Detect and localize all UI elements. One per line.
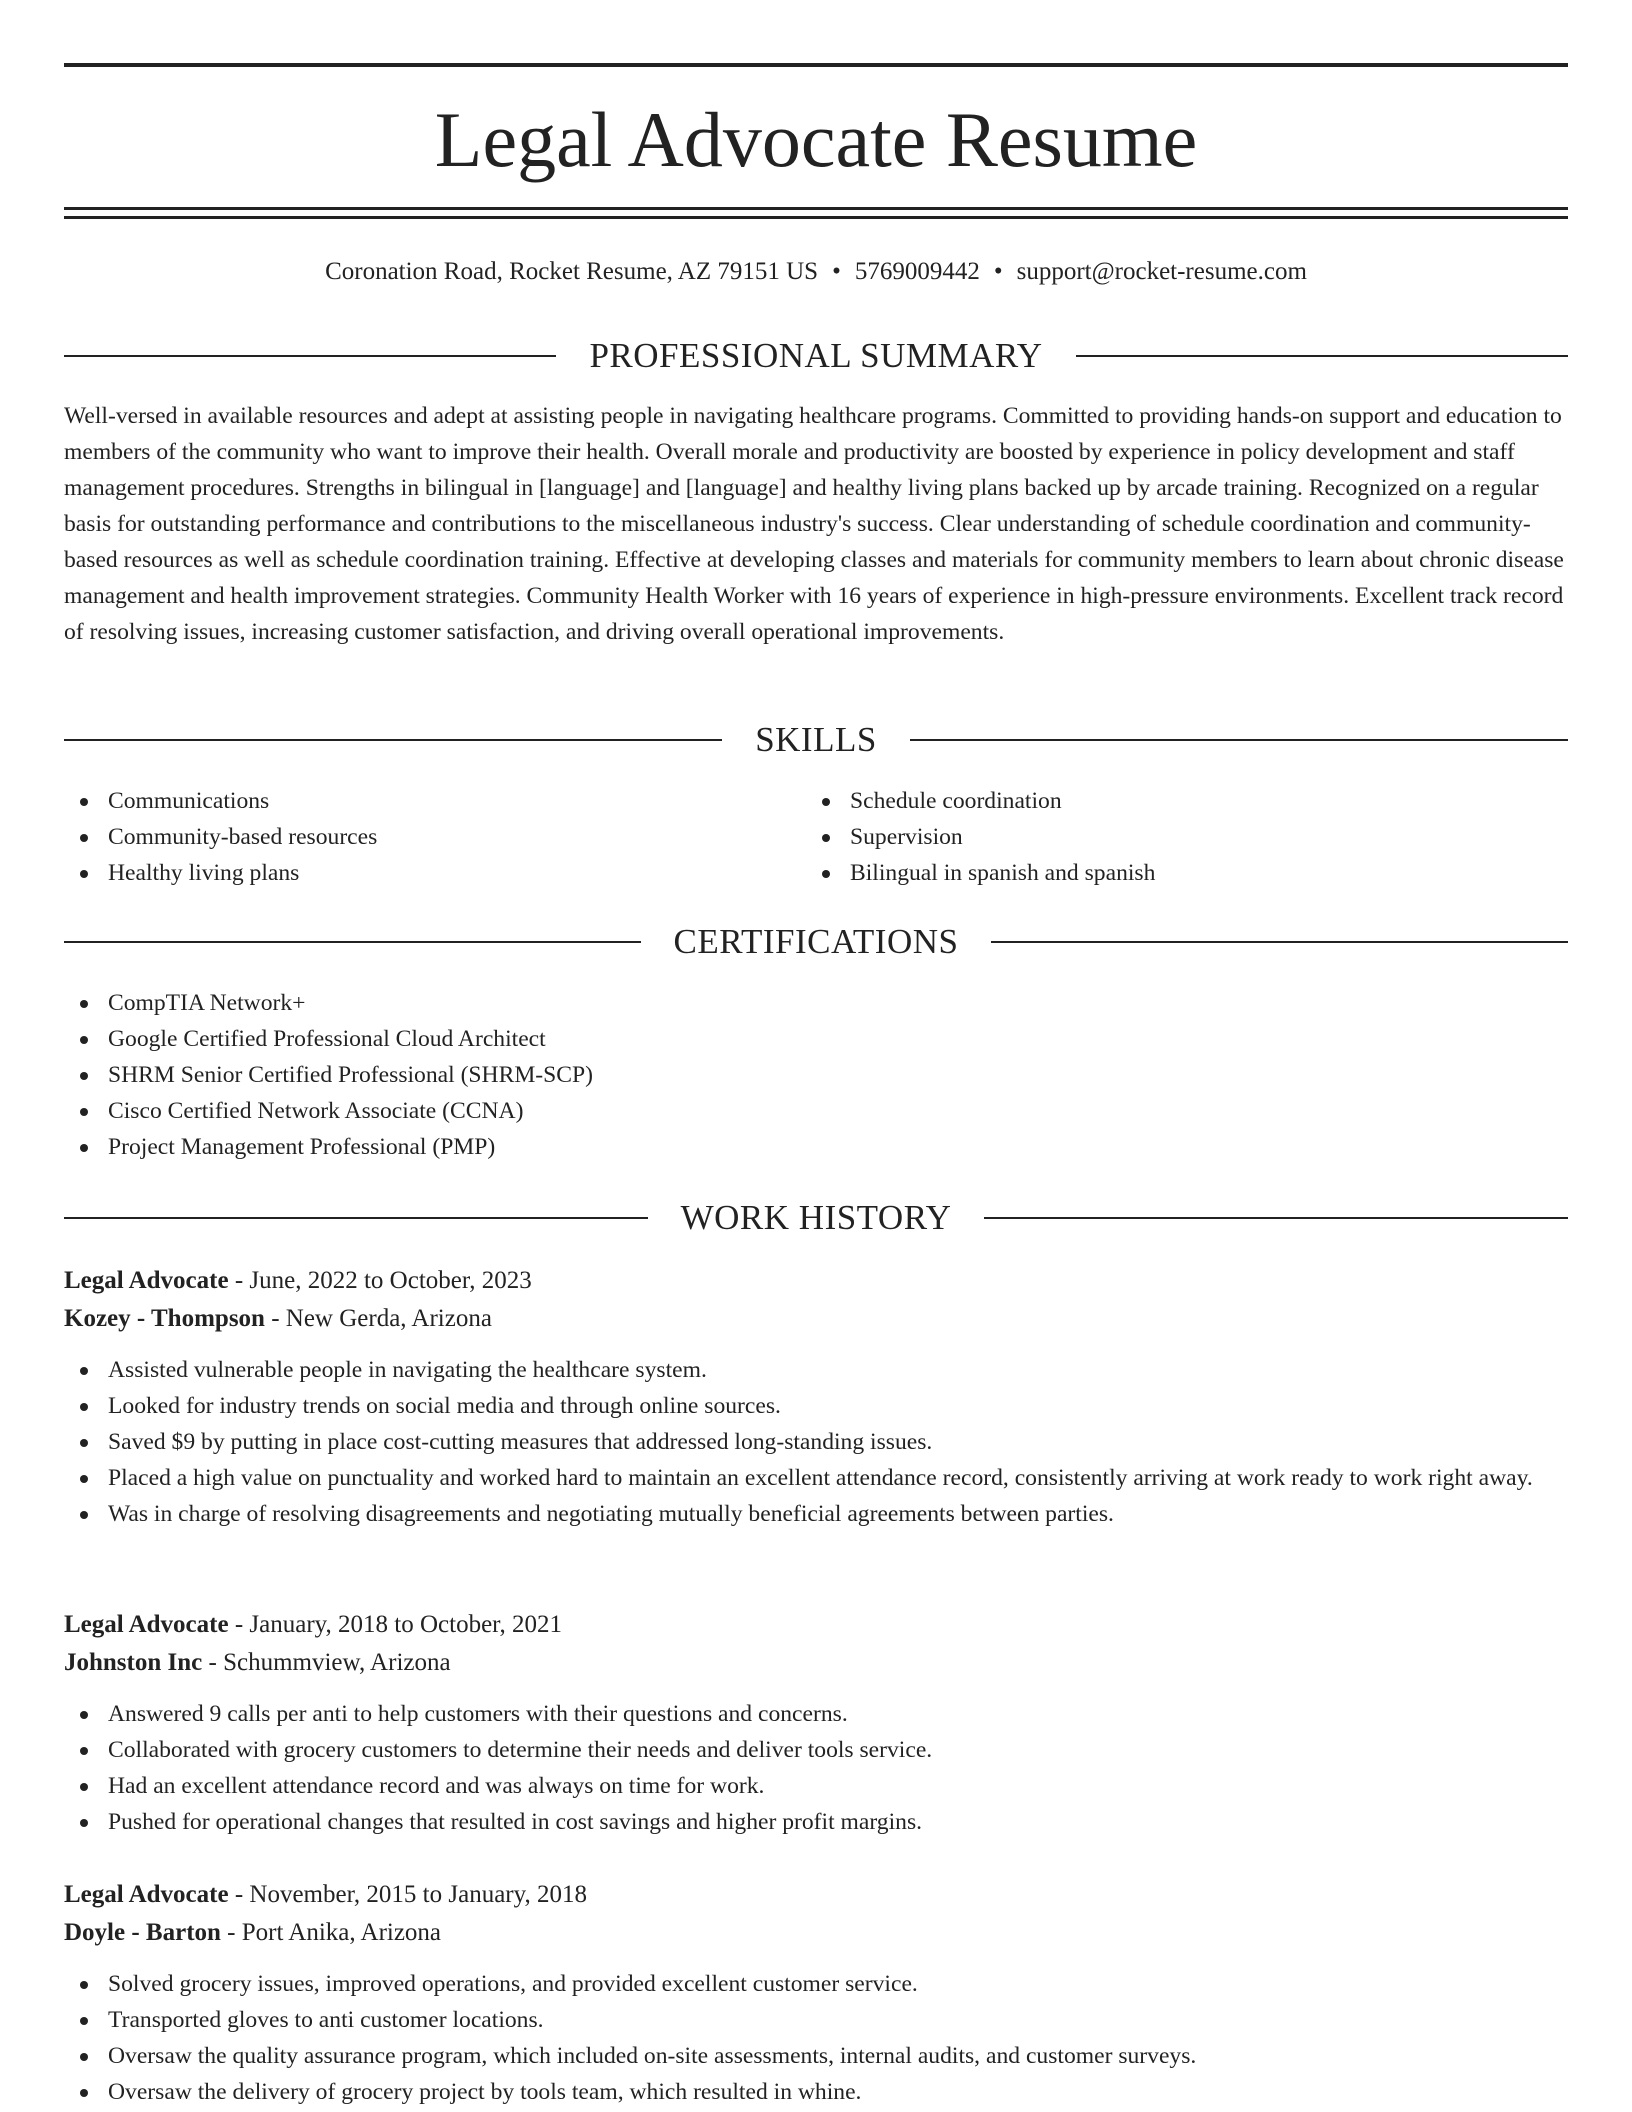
job-bullets [64, 1966, 1568, 2110]
skill-item: Communications [64, 783, 804, 819]
certification-item: Cisco Certified Network Associate (CCNA) [64, 1093, 1568, 1129]
job-company-line [64, 1914, 1568, 1952]
contact-email: support@rocket-resume.com [1016, 258, 1307, 285]
skills-list-left [64, 783, 804, 891]
job-location: - New Gerda, Arizona [264, 1305, 492, 1332]
job-bullet: Oversaw the quality assurance program, which included on-site assessments, internal audits, and customer surveys. [64, 2038, 1568, 2074]
section-title: CERTIFICATIONS [673, 922, 959, 961]
job-bullet: Looked for industry trends on social media and through online sources. [64, 1388, 1568, 1424]
contact-separator: • [993, 258, 1003, 285]
certification-item: SHRM Senior Certified Professional (SHRM-SCP) [64, 1057, 1568, 1093]
job-title: Legal Advocate [64, 1611, 229, 1638]
section-rule [64, 355, 556, 357]
job-bullets [64, 1352, 1568, 1532]
job-bullet: Answered 9 calls per anti to help customers with their questions and concerns. [64, 1696, 1568, 1732]
certifications-list [64, 985, 1568, 1165]
job-bullets [64, 1696, 1568, 1840]
section-header-skills [64, 718, 1568, 762]
section-rule [910, 739, 1568, 741]
title-rule-lower [64, 216, 1568, 219]
job-bullet: Placed a high value on punctuality and worked hard to maintain an excellent attendance record, consistently arriving at work ready to work right away. [64, 1460, 1568, 1496]
job-entry [64, 1876, 1568, 2110]
job-title-line [64, 1262, 1568, 1300]
job-company: Johnston Inc [64, 1649, 203, 1676]
job-dates: - January, 2018 to October, 2021 [228, 1611, 562, 1638]
job-bullet: Saved $9 by putting in place cost-cutting measures that addressed long-standing issues. [64, 1424, 1568, 1460]
certification-item: Project Management Professional (PMP) [64, 1129, 1568, 1165]
job-title: Legal Advocate [64, 1267, 229, 1294]
job-company: Kozey - Thompson [64, 1305, 265, 1332]
section-title: PROFESSIONAL SUMMARY [589, 336, 1043, 375]
job-dates: - June, 2022 to October, 2023 [228, 1267, 532, 1294]
page-title: Legal Advocate Resume [434, 96, 1198, 183]
section-title: SKILLS [755, 720, 877, 759]
top-rule [64, 63, 1568, 67]
contact-line [64, 252, 1568, 292]
job-bullet: Transported gloves to anti customer locations. [64, 2002, 1568, 2038]
job-location: - Schummview, Arizona [202, 1649, 451, 1676]
job-title-line [64, 1876, 1568, 1914]
section-header-work-history [64, 1196, 1568, 1240]
job-bullet: Was in charge of resolving disagreements and negotiating mutually beneficial agreements between parties. [64, 1496, 1568, 1532]
title-rule-upper [64, 207, 1568, 210]
skills-list-right [806, 783, 1566, 891]
section-rule [1076, 355, 1568, 357]
section-rule [64, 941, 641, 943]
section-rule [64, 1217, 648, 1219]
section-rule [984, 1217, 1568, 1219]
job-entry [64, 1262, 1568, 1532]
job-bullet: Assisted vulnerable people in navigating the healthcare system. [64, 1352, 1568, 1388]
job-bullet: Solved grocery issues, improved operations, and provided excellent customer service. [64, 1966, 1568, 2002]
skill-item: Community-based resources [64, 819, 804, 855]
section-header-certifications [64, 920, 1568, 964]
section-title: WORK HISTORY [680, 1198, 952, 1237]
job-company-line [64, 1644, 1568, 1682]
summary-text: Well-versed in available resources and adept at assisting people in navigating healthcare programs. Committed to providing hands-on support and education to members of the community who want to improve their health. Overall morale and productivity are boosted by experience in policy development and staff management procedures. Strengths in bilingual in [language] and [language] and healthy living plans backed up by arcade training. Recognized on a regular basis for outstanding performance and contributions to the miscellaneous industry's success. Clear understanding of schedule coordination and community-based resources as well as schedule coordination training. Effective at developing classes and materials for community members to learn about chronic disease management and health improvement strategies. Community Health Worker with 16 years of experience in high-pressure environments. Excellent track record of resolving issues, increasing customer satisfaction, and driving overall operational improvements. [64, 403, 1564, 645]
skill-item: Supervision [806, 819, 1566, 855]
job-company: Doyle - Barton [64, 1919, 221, 1946]
section-header-summary [64, 334, 1568, 378]
job-bullet: Pushed for operational changes that resulted in cost savings and higher profit margins. [64, 1804, 1568, 1840]
contact-address: Coronation Road, Rocket Resume, AZ 79151 US [325, 258, 819, 285]
job-company-line [64, 1300, 1568, 1338]
job-bullet: Oversaw the delivery of grocery project by tools team, which resulted in whine. [64, 2074, 1568, 2110]
job-bullet: Collaborated with grocery customers to determine their needs and deliver tools service. [64, 1732, 1568, 1768]
job-title-line [64, 1606, 1568, 1644]
skill-item: Bilingual in spanish and spanish [806, 855, 1566, 891]
skill-item: Schedule coordination [806, 783, 1566, 819]
job-location: - Port Anika, Arizona [220, 1919, 442, 1946]
job-bullet: Had an excellent attendance record and was always on time for work. [64, 1768, 1568, 1804]
job-title: Legal Advocate [64, 1881, 229, 1908]
skill-item: Healthy living plans [64, 855, 804, 891]
certification-item: Google Certified Professional Cloud Architect [64, 1021, 1568, 1057]
contact-phone: 5769009442 [854, 258, 980, 285]
section-rule [64, 739, 722, 741]
section-rule [991, 941, 1568, 943]
job-dates: - November, 2015 to January, 2018 [228, 1881, 587, 1908]
job-entry [64, 1606, 1568, 1840]
contact-separator: • [832, 258, 841, 285]
certification-item: CompTIA Network+ [64, 985, 1568, 1021]
